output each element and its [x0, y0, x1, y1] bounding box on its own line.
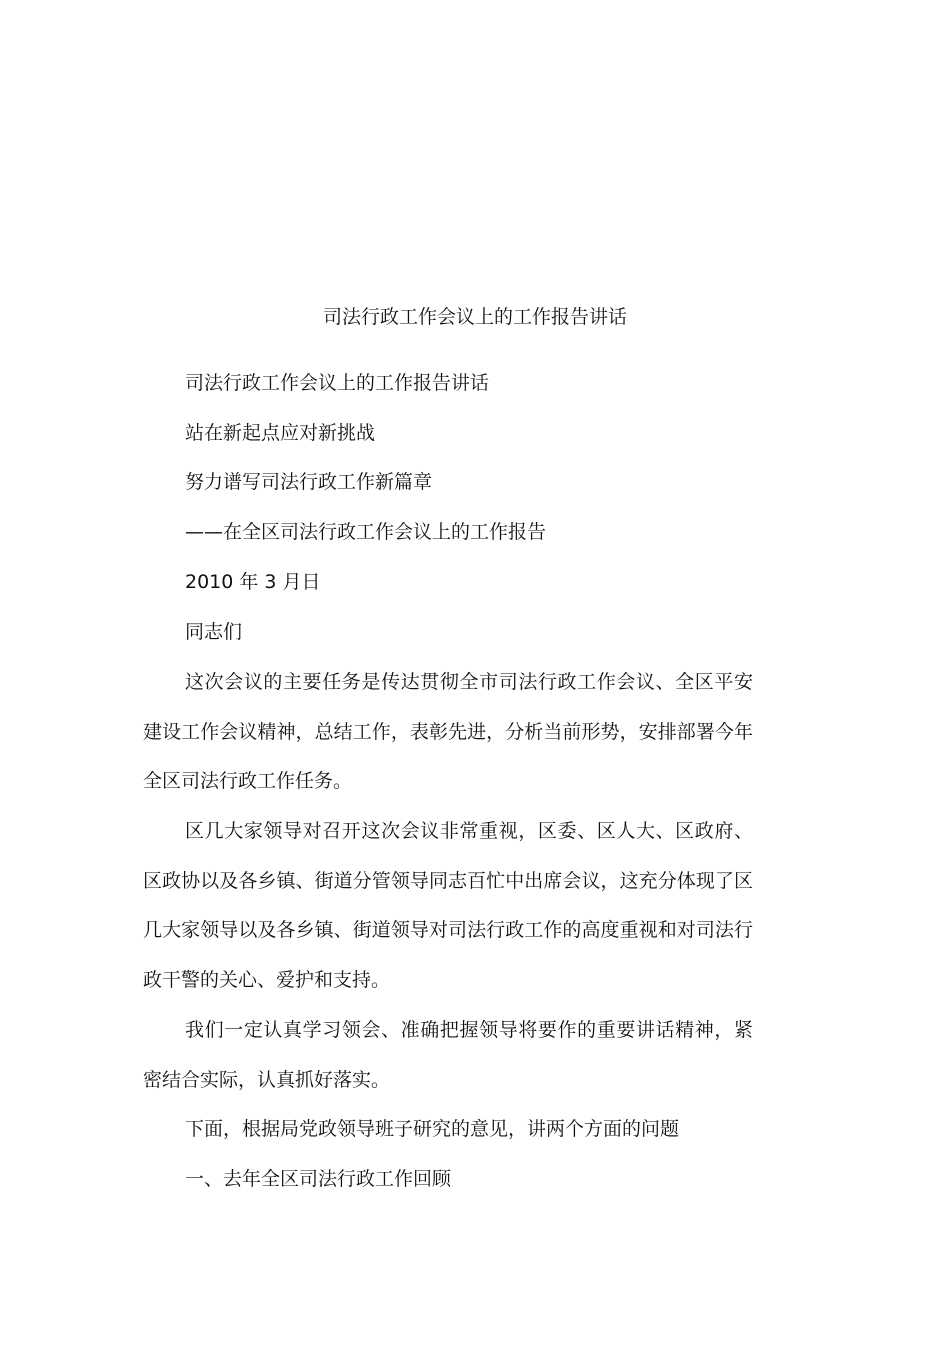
section-heading-1: 一、去年全区司法行政工作回顾 — [185, 1168, 452, 1190]
report-slogan-line-2: 努力谱写司法行政工作新篇章 — [185, 471, 433, 493]
body-paragraph-3: 我们一定认真学习领会、准确把握领导将要作的重要讲话精神，紧密结合实际，认真抓好落实。 — [143, 1019, 753, 1091]
report-slogan-line-1: 站在新起点应对新挑战 — [185, 422, 376, 444]
salutation: 同志们 — [185, 621, 243, 643]
document-title: 司法行政工作会议上的工作报告讲话 — [322, 306, 627, 328]
report-heading: 司法行政工作会议上的工作报告讲话 — [185, 372, 490, 394]
body-paragraph-1: 这次会议的主要任务是传达贯彻全市司法行政工作会议、全区平安建设工作会议精神，总结工作，表彰先进，分析当前形势，安排部署今年全区司法行政工作任务。 — [143, 671, 753, 792]
report-date: 2010 年 3 月日 — [185, 571, 321, 593]
transition-line: 下面，根据局党政领导班子研究的意见，讲两个方面的问题 — [185, 1118, 680, 1140]
report-subtitle: ——在全区司法行政工作会议上的工作报告 — [185, 521, 547, 543]
body-paragraph-2: 区几大家领导对召开这次会议非常重视，区委、区人大、区政府、区政协以及各乡镇、街道分管领导同志百忙中出席会议，这充分体现了区几大家领导以及各乡镇、街道领导对司法行政工作的高度重视和对司法行政干警的关心、爱护和支持。 — [143, 820, 753, 991]
